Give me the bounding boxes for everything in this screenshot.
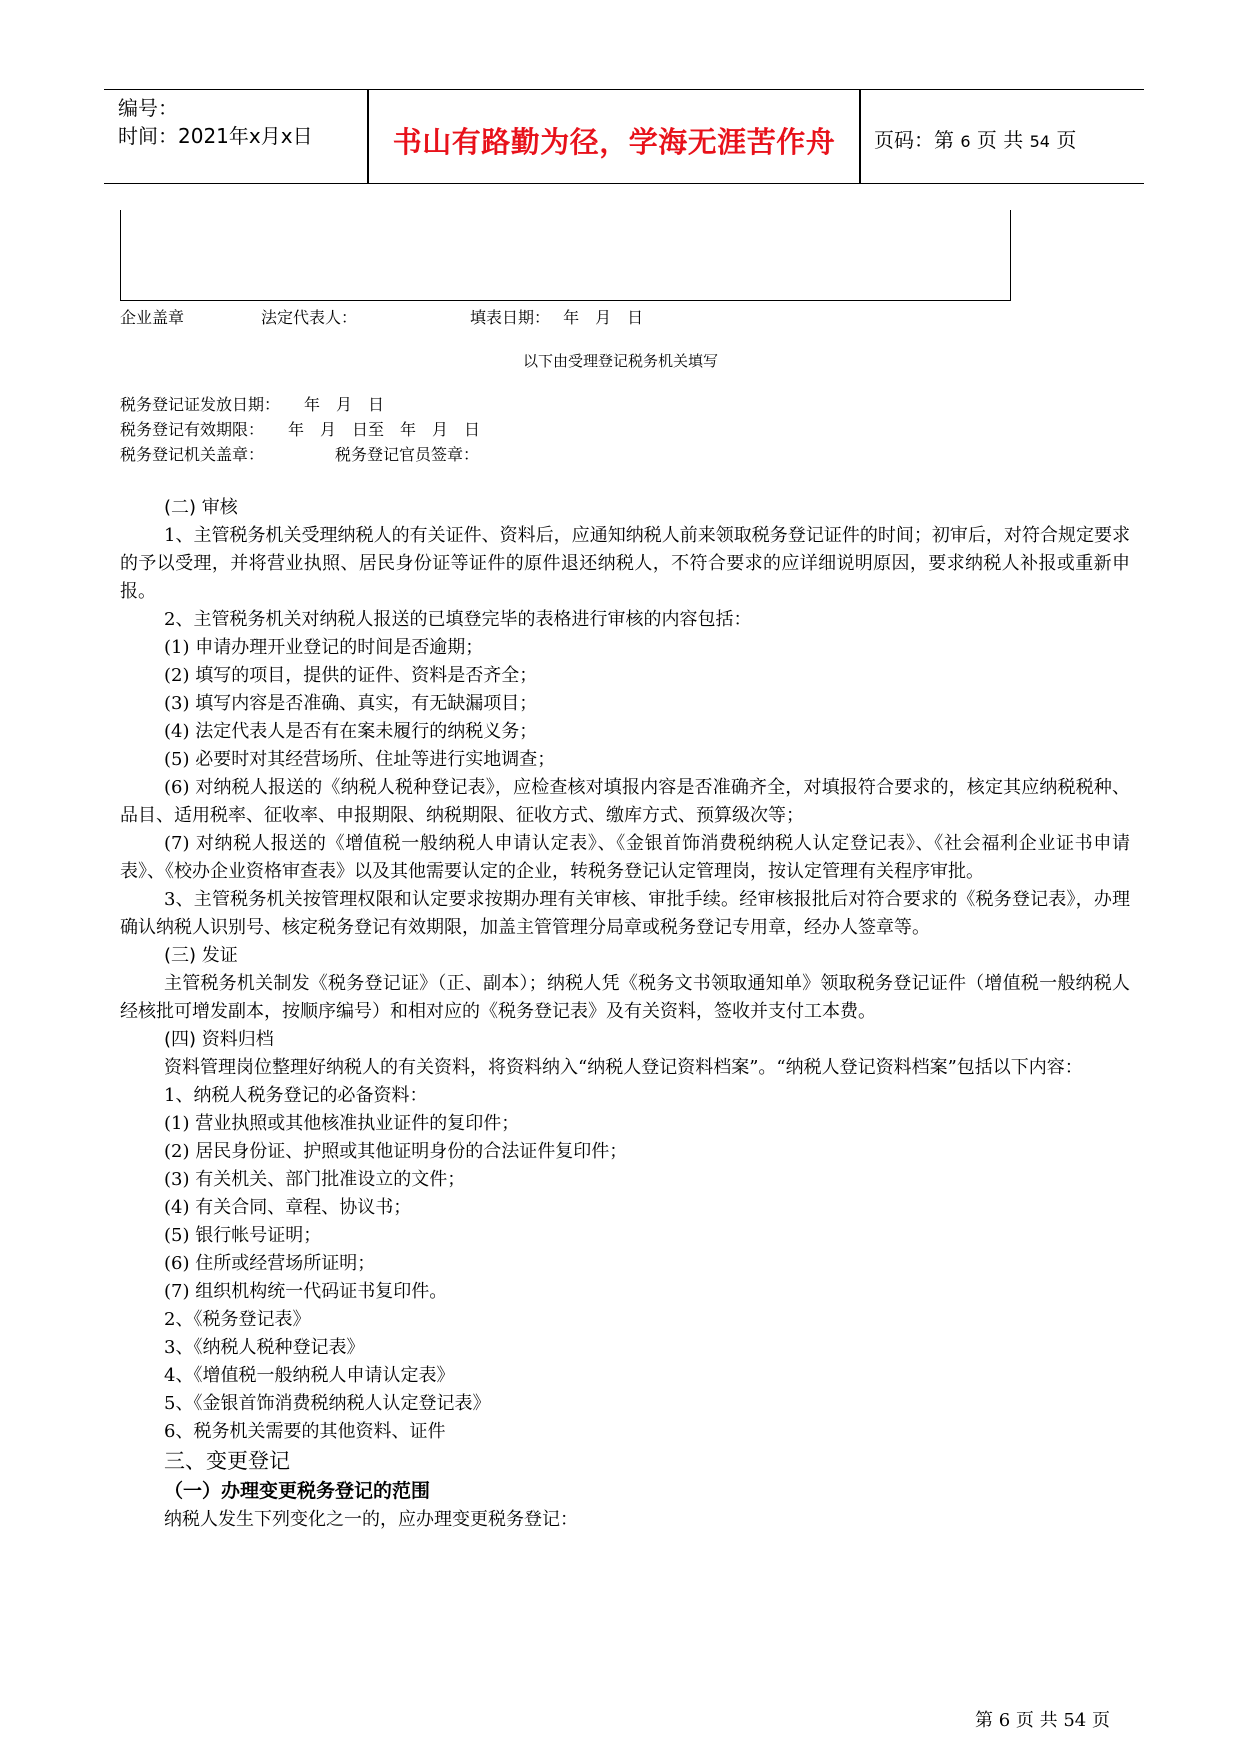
page-header xyxy=(104,89,1144,184)
section-heading: (四) 资料归档 xyxy=(164,1029,274,1050)
header-meta xyxy=(118,94,368,150)
section-heading: (三) 发证 xyxy=(164,945,238,966)
paragraph: 1、主管税务机关受理纳税人的有关证件、资料后，应通知纳税人前来领取税务登记证件的时间；初审后，对符合规定要求的予以受理，并将营业执照、居民身份证等证件的原件退还纳税人，不符合要求的应详细说明原因，要求纳税人补报或重新申报。 xyxy=(120,525,1130,602)
paragraph: 2、主管税务机关对纳税人报送的已填登完毕的表格进行审核的内容包括： xyxy=(164,609,752,630)
paragraph: (1) 申请办理开业登记的时间是否逾期； xyxy=(164,637,484,658)
header-divider xyxy=(859,90,861,183)
paragraph: (1) 营业执照或其他核准执业证件的复印件； xyxy=(164,1113,520,1134)
header-page-info xyxy=(874,124,1076,153)
section-heading: (二) 审核 xyxy=(164,497,238,518)
paragraph: (7) 组织机构统一代码证书复印件。 xyxy=(164,1281,448,1302)
page-total: 54 xyxy=(1029,132,1050,151)
paragraph: (7) 对纳税人报送的《增值税一般纳税人申请认定表》、《金银首饰消费税纳税人认定登记表》、《社会福利企业证书申请表》、《校办企业资格审查表》以及其他需要认定的企业，转税务登记认定管理岗，按认定管理有关程序审批。 xyxy=(120,833,1130,882)
paragraph: 2、《税务登记表》 xyxy=(164,1309,311,1330)
paragraph: 3、《纳税人税种登记表》 xyxy=(164,1337,365,1358)
issue-date-line: 税务登记证发放日期： 年 月 日 xyxy=(120,395,385,414)
header-divider xyxy=(367,90,369,183)
paragraph: 1、纳税人税务登记的必备资料： xyxy=(164,1085,428,1106)
paragraph: 纳税人发生下列变化之一的，应办理变更税务登记： xyxy=(164,1509,578,1530)
section-heading: （一）办理变更税务登记的范围 xyxy=(164,1480,431,1502)
paragraph: (2) 居民身份证、护照或其他证明身份的合法证件复印件； xyxy=(164,1141,628,1162)
paragraph: 6、税务机关需要的其他资料、证件 xyxy=(164,1421,446,1442)
paragraph: (3) 有关机关、部门批准设立的文件； xyxy=(164,1169,466,1190)
page-prefix: 页码：第 xyxy=(874,128,954,152)
paragraph: (5) 银行帐号证明； xyxy=(164,1225,322,1246)
legal-rep-label: 法定代表人： xyxy=(261,308,358,327)
fill-date-label: 填表日期： 年 月 日 xyxy=(470,308,644,327)
paragraph: 主管税务机关制发《税务登记证》（正、副本）；纳税人凭《税务文书领取通知单》领取税务登记证件（增值税一般纳税人经核批可增发副本，按顺序编号）和相对应的《税务登记表》及有关资料，签收并支付工本费。 xyxy=(120,973,1130,1022)
paragraph: 5、《金银首饰消费税纳税人认定登记表》 xyxy=(164,1393,491,1414)
page-current: 6 xyxy=(960,132,971,151)
seal-label: 企业盖章 xyxy=(120,308,185,327)
time-label: 时间：2021年x月x日 xyxy=(118,124,313,148)
paragraph: 4、《增值税一般纳税人申请认定表》 xyxy=(164,1365,455,1386)
paragraph: (2) 填写的项目，提供的证件、资料是否齐全； xyxy=(164,665,538,686)
page-suffix: 页 xyxy=(1056,128,1077,152)
paragraph: (4) 有关合同、章程、协议书； xyxy=(164,1197,412,1218)
valid-period-line: 税务登记有效期限： 年 月 日至 年 月 日 xyxy=(120,420,481,439)
section-heading: 三、变更登记 xyxy=(164,1449,290,1473)
document-body xyxy=(120,494,1130,1534)
paragraph: (6) 对纳税人报送的《纳税人税种登记表》，应检查核对填报内容是否准确齐全，对填报符合要求的，核定其应纳税税种、品目、适用税率、征收率、申报期限、纳税期限、征收方式、缴库方式、预算级次等； xyxy=(120,777,1130,826)
paragraph: (6) 住所或经营场所证明； xyxy=(164,1253,376,1274)
page-mid: 页 共 xyxy=(976,128,1024,152)
paragraph: 3、主管税务机关按管理权限和认定要求按期办理有关审核、审批手续。经审核报批后对符合要求的《税务登记表》，办理确认纳税人识别号、核定税务登记有效期限，加盖主管管理分局章或税务登记专用章，经办人签章等。 xyxy=(120,889,1130,938)
paragraph: (4) 法定代表人是否有在案未履行的纳税义务； xyxy=(164,721,538,742)
form-table-bottom xyxy=(120,210,1011,301)
number-label: 编号： xyxy=(118,96,178,120)
office-note: 以下由受理登记税务机关填写 xyxy=(522,352,718,370)
paragraph: (3) 填写内容是否准确、真实，有无缺漏项目； xyxy=(164,693,538,714)
officer-sign-line: 税务登记官员签章： xyxy=(335,445,480,464)
paragraph: (5) 必要时对其经营场所、住址等进行实地调查； xyxy=(164,749,556,770)
paragraph: 资料管理岗位整理好纳税人的有关资料，将资料纳入“纳税人登记资料档案”。“纳税人登记资料档案”包括以下内容： xyxy=(164,1057,1083,1078)
header-slogan: 书山有路勤为径，学海无涯苦作舟 xyxy=(392,125,836,159)
organ-seal-line: 税务登记机关盖章： xyxy=(120,445,265,464)
page-footer: 第 6 页 共 54 页 xyxy=(975,1710,1110,1731)
